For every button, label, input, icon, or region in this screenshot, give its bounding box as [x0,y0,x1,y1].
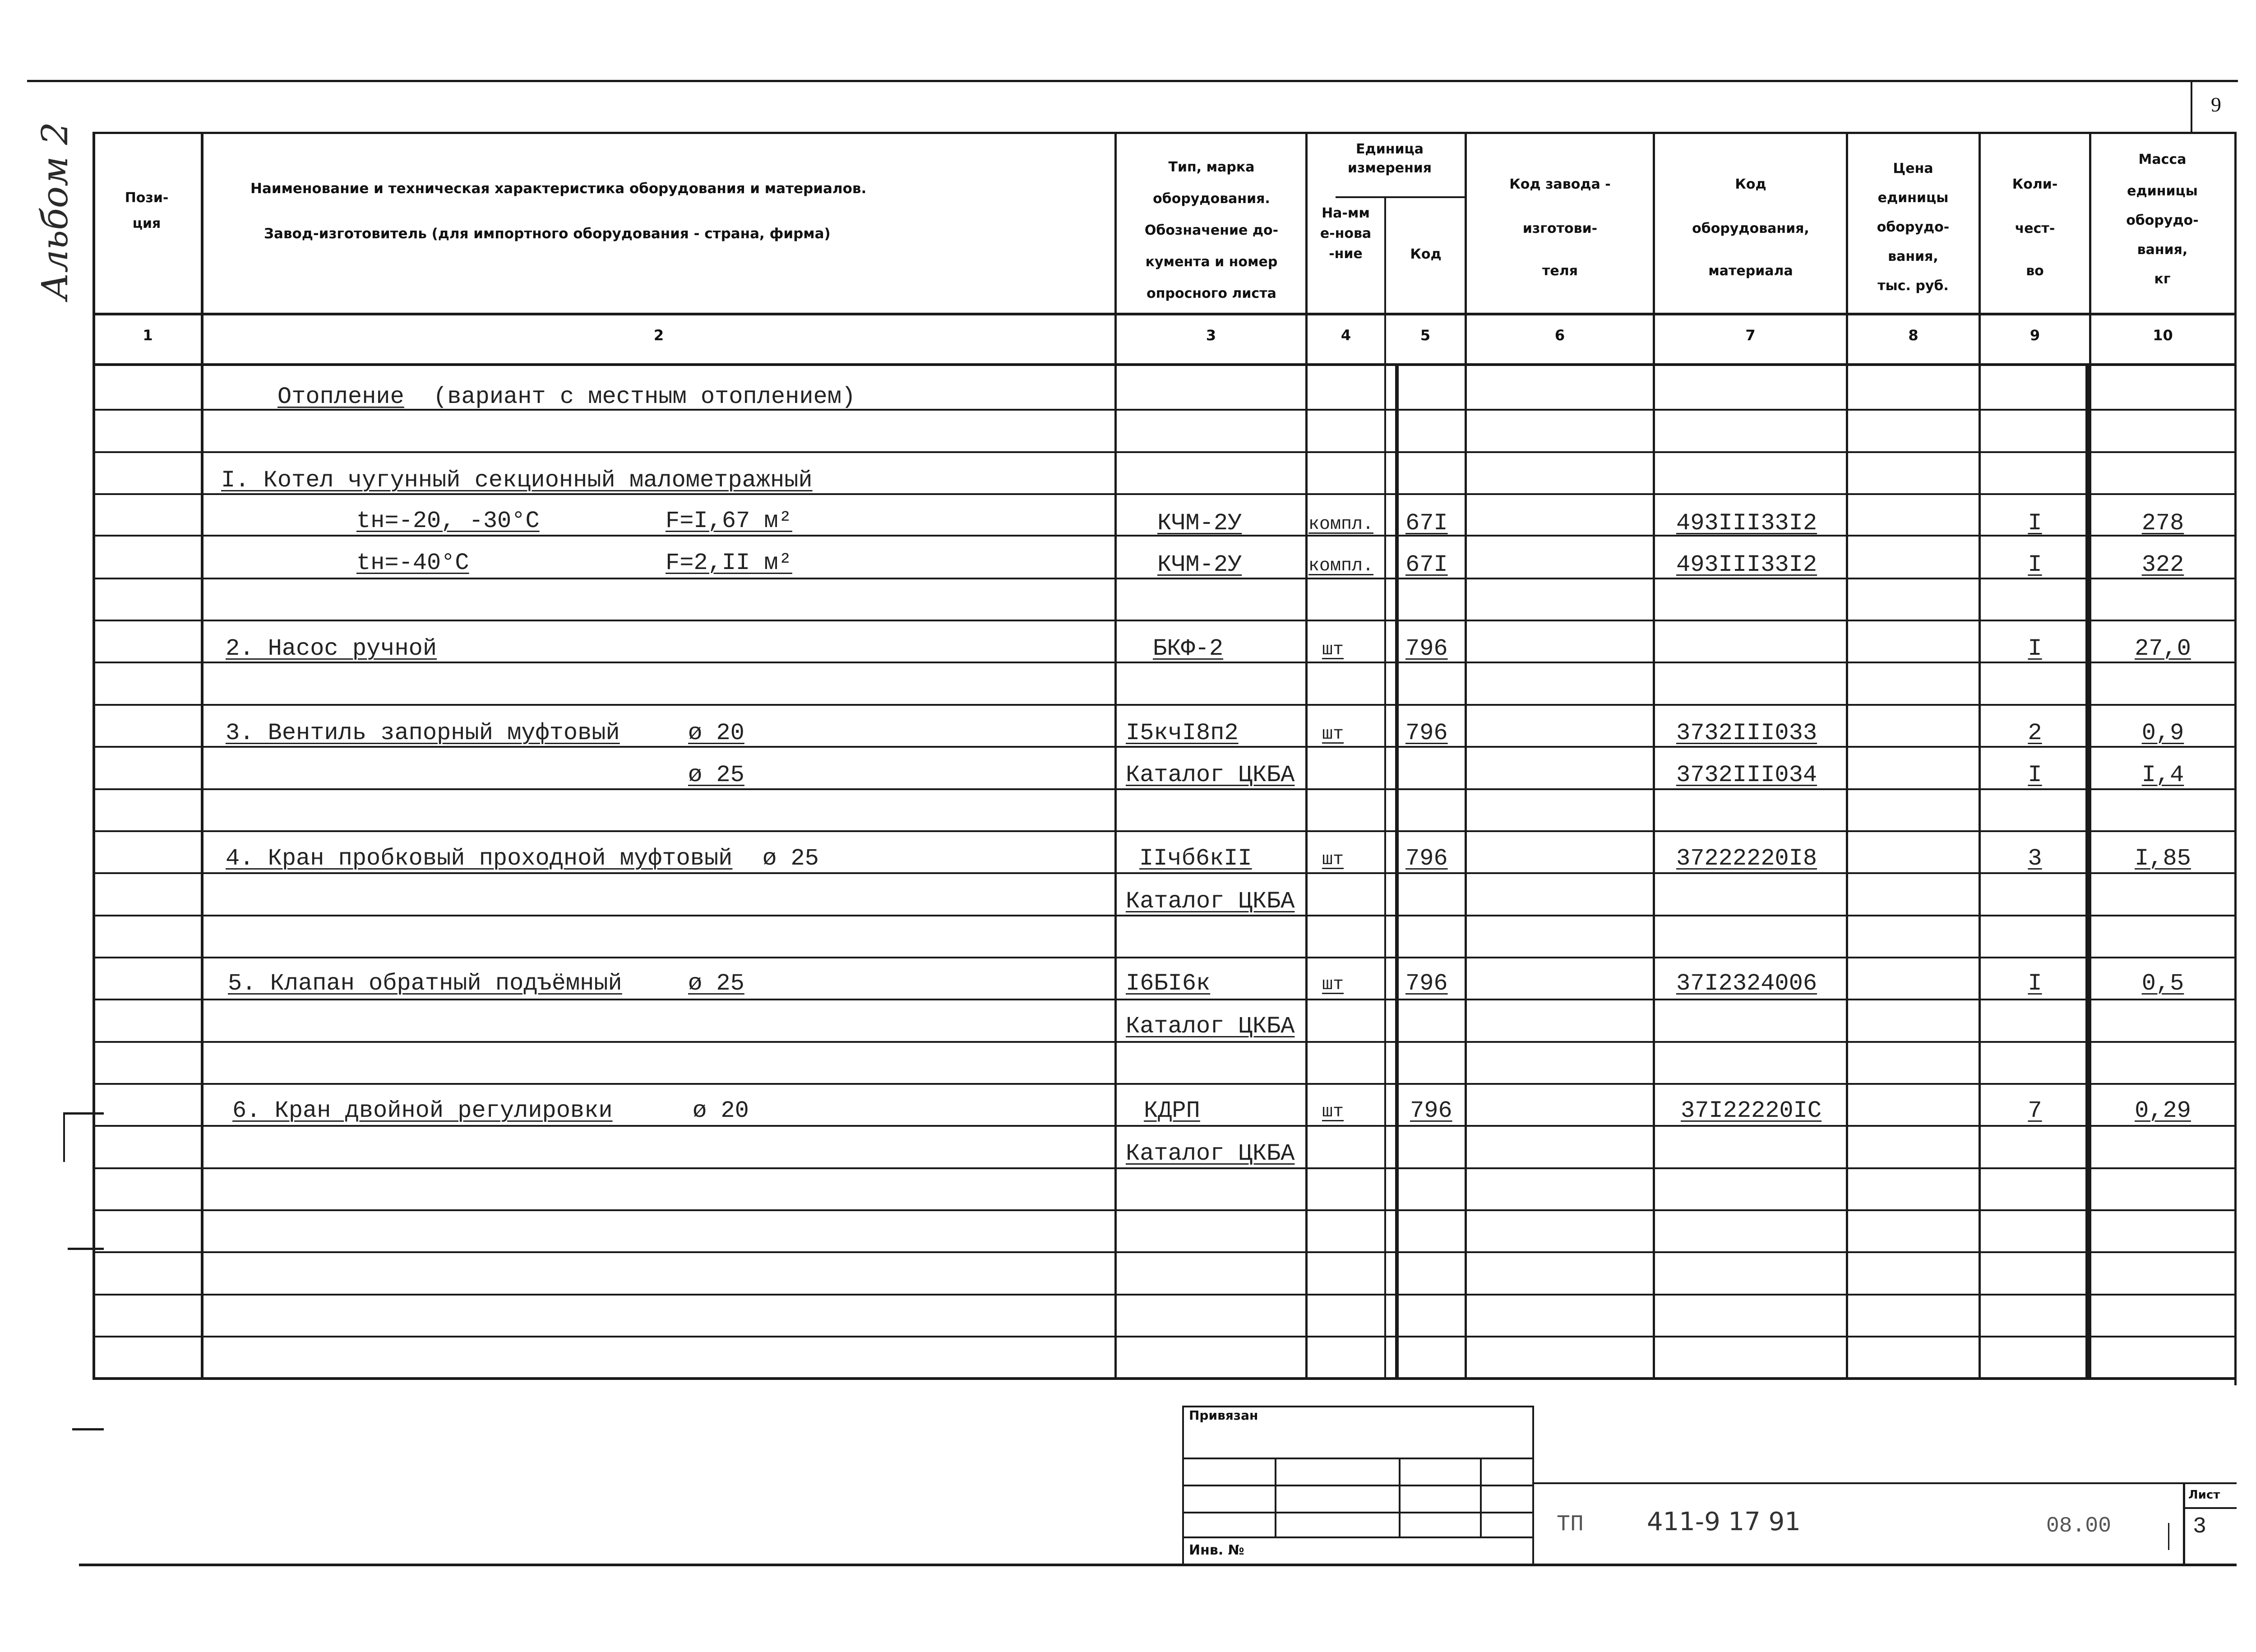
boiler-qty: I [2028,510,2042,537]
table-bottom-line [92,1377,2237,1380]
header-qty: чест- [2015,221,2055,236]
valve-unit: шт [1322,724,1344,745]
boiler-unit: компл. [1308,556,1374,576]
header-mass: единицы [2127,183,2198,199]
boiler-qty: I [2028,551,2042,578]
column-number: 1 [143,327,153,344]
header-price: оборудо- [1877,219,1950,235]
plug-mass: I,85 [2135,845,2191,872]
valve-type: I5кчI8п2 [1126,720,1239,746]
row-line [92,704,2237,706]
header-type-line: кумента и номер [1145,254,1278,270]
header-equip-code: материала [1708,263,1793,279]
header-unit: Единица измерения [1347,141,1432,176]
regulator-mass: 0,29 [2135,1097,2191,1124]
col-line-1 [201,133,203,1379]
margin-mark [68,1248,104,1250]
plug-equip-code: 37222220I8 [1676,845,1817,872]
header-type-line: Обозначение до- [1144,222,1279,238]
check-mass: 0,5 [2141,970,2184,997]
col-line-7 [1846,133,1848,1379]
table-left-border [92,133,95,1379]
row-line [92,1083,2237,1085]
col-line-2 [1114,133,1117,1379]
valve-qty: 2 [2028,720,2042,746]
valve-mass: 0,9 [2141,720,2184,746]
boiler-type: КЧМ-2У [1157,551,1242,578]
check-equip-code: 37I2324006 [1676,970,1817,997]
column-number: 7 [1745,327,1756,344]
header-factory-code: теля [1542,263,1578,279]
column-number: 8 [1908,327,1919,344]
header-unit-name: На-мме-нова-ние [1320,205,1372,262]
item-valve-name: 3. Вентиль запорный муфтовый [226,720,620,746]
pump-mass: 27,0 [2135,635,2191,662]
header-price: Цена [1893,161,1933,176]
album-mark: Альбом 2 [34,122,76,300]
sheet-box-divider [2183,1507,2237,1509]
column-number: 5 [1420,327,1431,344]
unit-sub-line [1336,196,1466,198]
section-subtitle: (вариант с местным отоплением) [433,384,856,410]
item-boiler-name: I. Котел чугунный секционный малометражный [221,467,813,494]
margin-mark [72,1428,104,1430]
header-position: Пози-ция [125,190,169,231]
header-top-line [92,132,2237,134]
boiler-temp: tн=-20, -30°С [356,508,540,534]
plug-dn: ø 25 [763,845,819,872]
row-line [92,830,2237,832]
pump-unit: шт [1322,640,1344,660]
check-type: I6БI6к [1126,970,1211,997]
doc-prefix: ТП [1557,1512,1584,1537]
check-dn: ø 25 [688,970,744,997]
check-qty: I [2028,970,2042,997]
header-mass: Масса [2138,152,2187,167]
header-type-line: оборудования. [1153,191,1270,207]
pump-qty: I [2028,635,2042,662]
margin-mark [63,1112,104,1115]
boiler-area: F=I,67 м² [666,508,792,534]
page-number-box-left [2191,82,2192,132]
binding-col-line [1399,1458,1401,1536]
plug-catalog: Каталог ЦКБА [1126,888,1295,915]
row-line [92,1251,2237,1253]
header-mass: оборудо- [2126,213,2199,228]
binding-row-line [1182,1536,1534,1538]
row-line [92,872,2237,874]
header-equip-code: Код [1735,176,1766,192]
page-number: 9 [2211,93,2221,116]
column-number: 3 [1206,327,1216,344]
top-border [27,80,2238,82]
header-name-line2: Завод-изготовитель (для импортного оборудования - страна, фирма) [264,226,831,242]
binding-col-line [1480,1458,1482,1536]
col-line-8 [1979,133,1981,1379]
valve-dn: ø 25 [688,762,744,788]
plug-qty: 3 [2028,845,2042,872]
item-check-name: 5. Клапан обратный подъёмный [228,970,622,997]
regulator-equip-code: 37I22220IC [1681,1097,1822,1124]
boiler-type: КЧМ-2У [1157,510,1242,537]
header-name-line1: Наименование и техническая характеристика оборудования и материалов. [250,180,867,197]
item-pump-name: 2. Насос ручной [226,635,437,662]
plug-unit: шт [1322,850,1344,870]
header-unit-code: Код [1410,246,1442,262]
column-number: 6 [1554,327,1565,344]
header-type-line: опросного листа [1146,286,1276,301]
table-right-border [2234,133,2237,1385]
boiler-equip-code: 493III33I2 [1676,551,1817,578]
valve-dn: ø 20 [688,720,744,746]
header-factory-code: Код завода - [1509,176,1611,192]
doc-number: 411-9 17 91 [1647,1507,1801,1536]
header-price: вания, [1888,249,1938,264]
boiler-temp: tн=-40°С [356,550,469,576]
boiler-area: F=2,II м² [666,550,792,576]
column-number: 9 [2029,327,2040,344]
valve-qty: I [2028,762,2042,788]
inventory-label: Инв. № [1189,1542,1244,1558]
row-line [92,409,2237,411]
regulator-qty: 7 [2028,1097,2042,1124]
row-line [92,1125,2237,1127]
check-code: 796 [1405,970,1448,997]
boiler-equip-code: 493III33I2 [1676,510,1817,537]
boiler-mass: 278 [2141,510,2184,537]
header-price: единицы [1877,190,1949,206]
valve-equip-code: 3732III034 [1676,762,1817,788]
check-catalog: Каталог ЦКБА [1126,1013,1295,1040]
regulator-unit: шт [1322,1102,1344,1122]
boiler-mass: 322 [2141,551,2184,578]
header-type-line: Тип, марка [1168,159,1255,175]
col-number-line [92,363,2237,366]
col-line-3 [1305,133,1308,1379]
pump-type: БКФ-2 [1153,635,1224,662]
header-equip-code: оборудования, [1692,221,1809,236]
item-plug-name: 4. Кран пробковый проходной муфтовый [226,845,733,872]
row-line [92,1336,2237,1337]
row-line [92,999,2237,1000]
row-line [92,957,2237,958]
sheet-label: Лист [2188,1488,2220,1502]
header-qty: Коли- [2012,176,2058,192]
column-number: 4 [1341,327,1351,344]
boiler-unit: компл. [1308,514,1374,535]
pump-code: 796 [1405,635,1448,662]
col-line-4 [1384,196,1386,1379]
sheet-number: 3 [2193,1514,2207,1540]
boiler-code: 67I [1405,510,1448,537]
stamp-top-line [1534,1482,2237,1484]
row-line [92,1209,2237,1211]
header-price: тыс. руб. [1877,278,1949,294]
col-line-9 [2089,133,2091,1379]
regulator-dn: ø 20 [693,1097,749,1124]
header-mass: кг [2154,271,2171,287]
row-line [92,451,2237,453]
sheet-box-left [2183,1482,2185,1564]
valve-code: 796 [1405,720,1448,746]
regulator-code: 796 [1410,1097,1452,1124]
plug-type: IIчб6кII [1139,845,1252,872]
row-line [92,1041,2237,1043]
page-bottom-line [79,1564,2237,1566]
valve-type: Каталог ЦКБА [1126,762,1295,788]
binding-label: Привязан [1189,1408,1258,1423]
header-qty: во [2026,263,2044,279]
check-unit: шт [1322,975,1344,995]
margin-mark [63,1112,65,1162]
plug-code: 796 [1405,845,1448,872]
regulator-type: КДРП [1144,1097,1200,1124]
column-number: 10 [2153,327,2173,344]
col-line-6 [1653,133,1655,1379]
row-line [92,788,2237,790]
boiler-code: 67I [1405,551,1448,578]
header-mass: вания, [2137,242,2188,258]
column-number: 2 [653,327,664,344]
row-line [92,1294,2237,1296]
section-title: Отопление [277,384,404,410]
regulator-catalog: Каталог ЦКБА [1126,1140,1295,1167]
header-bottom-line [92,313,2237,315]
stamp-tick [2168,1523,2169,1550]
doc-suffix: 08.00 [2046,1514,2112,1538]
item-regulator-name: 6. Кран двойной регулировки [232,1097,613,1124]
valve-equip-code: 3732III033 [1676,720,1817,746]
row-line [92,915,2237,916]
col-line-5 [1465,133,1467,1379]
header-factory-code: изготови- [1522,221,1598,236]
valve-mass: I,4 [2141,762,2184,788]
row-line [92,620,2237,621]
binding-col-line [1275,1458,1276,1536]
row-line [92,1167,2237,1169]
